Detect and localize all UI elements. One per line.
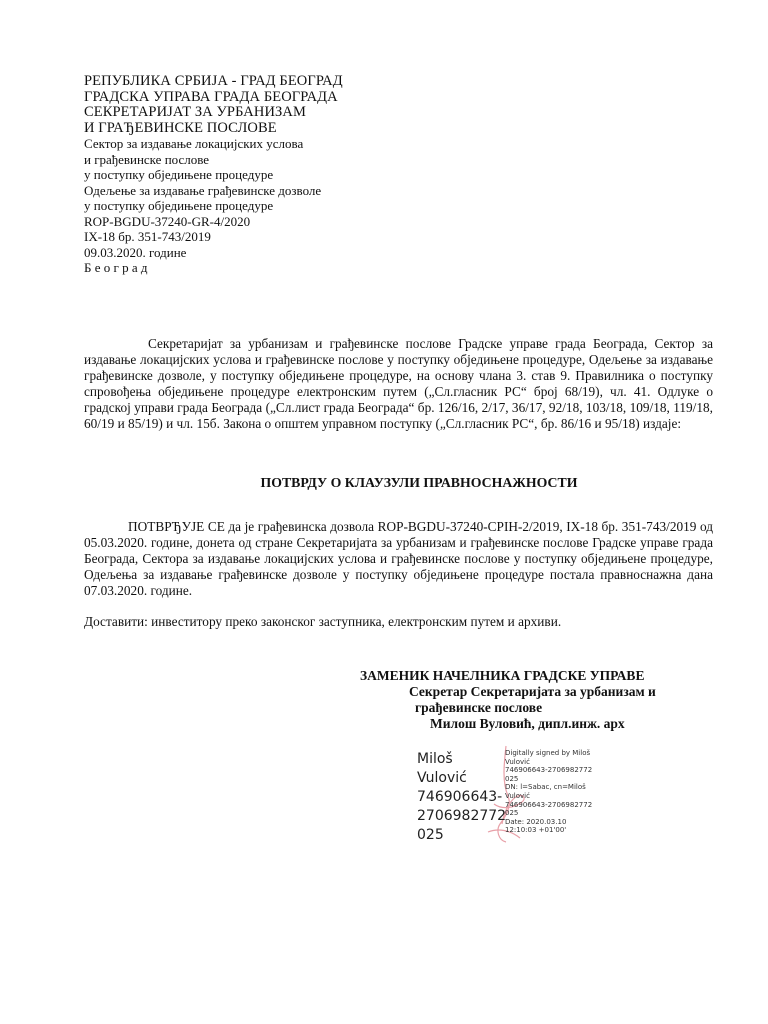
signature-detail-line: Digitally signed by Miloš <box>505 749 591 757</box>
digital-signature-name <box>417 750 506 845</box>
signature-detail-line: 746906643-2706982772 <box>505 800 593 809</box>
signatory-name: Милош Вуловић, дипл.инж. арх <box>430 716 625 731</box>
header-city-administration: ГРАДСКА УПРАВА ГРАДА БЕОГРАДА <box>84 88 338 105</box>
signature-detail-line: 025 <box>505 809 519 818</box>
confirmation-paragraph <box>84 519 713 599</box>
signature-detail-line: DN: l=Sabac, cn=Miloš <box>505 783 586 792</box>
signature-detail-line: 12:10:03 +01'00' <box>505 826 567 835</box>
document-title: ПОТВРДУ О КЛАУЗУЛИ ПРАВНОСНАЖНОСТИ <box>260 475 578 490</box>
header-reference-number: IX-18 бр. 351-743/2019 <box>84 229 211 244</box>
intro-paragraph <box>84 336 713 432</box>
header-republic: РЕПУБЛИКА СРБИЈА - ГРАД БЕОГРАД <box>84 73 343 89</box>
signature-detail-line: 746906643-2706982772 <box>505 766 593 775</box>
header-reference-rop: ROP-BGDU-37240-GR-4/2020 <box>84 213 251 229</box>
signature-name-line: Vulović <box>417 770 467 786</box>
header-sector: Сектор за издавање локацијских услова <box>84 136 304 151</box>
signatory-block <box>360 668 730 732</box>
signature-detail-line: Vulović <box>505 757 530 766</box>
header-city: Б е о г р а д <box>84 260 148 275</box>
signature-detail-line: Date: 2020.03.10 <box>505 817 567 826</box>
signature-name-line: 025 <box>417 827 444 843</box>
signature-name-line: Miloš <box>417 751 453 767</box>
delivery-note: Доставити: инвеститору преко законског заступника, електронским путем и архиви. <box>84 614 562 629</box>
signature-detail-line: Vulović <box>505 791 530 800</box>
document-header <box>84 74 404 276</box>
header-department: Одељење за издавање грађевинске дозволе <box>84 182 322 198</box>
header-date: 09.03.2020. године <box>84 244 187 260</box>
header-department-procedure: у поступку обједињене процедуре <box>84 198 274 213</box>
intro-paragraph-text: Секретаријат за урбанизам и грађевинске послове Градске управе града Београда, Сектор за издавање локацијских услова и грађевинске послове у поступку обједињене процедуре, Одељење за издавање грађевинске дозволе, у поступку обједињене процедуре, на основу члана 3. став 9. Правилника о поступку спровођења обједињене процедуре електронским путем („Сл.гласник РС“ број 68/19), чл. 41. Одлуке о градској управи града Београда („Сл.лист града Београда“ бр. 126/16, 2/17, 36/17, 92/18, 103/18, 109/18, 119/18, 60/19 и 85/19) и чл. 15б. Закона о општем управном поступку („Сл.гласник РС“, бр. 86/16 и 95/18) издаје: <box>84 336 713 431</box>
signatory-title: Секретар Секретаријата за урбанизам и <box>409 684 656 699</box>
signatory-title-cont: грађевинске послове <box>415 700 543 715</box>
signature-name-line: 2706982772 <box>417 808 507 824</box>
header-secretariat-cont: И ГРАЂЕВИНСКЕ ПОСЛОВЕ <box>84 119 277 136</box>
header-sector-cont: и грађевинске послове <box>84 151 210 167</box>
header-secretariat: СЕКРЕТАРИЈАТ ЗА УРБАНИЗАМ <box>84 104 306 120</box>
signature-name-line: 746906643- <box>417 789 503 805</box>
signatory-position: ЗАМЕНИК НАЧЕЛНИКА ГРАДСКЕ УПРАВЕ <box>360 668 645 683</box>
confirmation-paragraph-text: ПОТВРЂУЈЕ СЕ да је грађевинска дозвола ROP-BGDU-37240-CPIH-2/2019, IX-18 бр. 351-743/2019 од 05.03.2020. године, донета од стране Секретаријата за урбанизам и грађевинске послове Градске управе града Београда, Сектора за издавање локацијских услова и грађевинске послове у поступку обједињене процедуре, Одељења за издавање грађевинске дозволе у поступку обједињене процедуре постала правноснажна дана 07.03.2020. године. <box>84 519 713 598</box>
header-sector-procedure: у поступку обједињене процедуре <box>84 167 274 182</box>
signature-detail-line: 025 <box>505 774 519 783</box>
digital-signature-details <box>505 749 615 835</box>
